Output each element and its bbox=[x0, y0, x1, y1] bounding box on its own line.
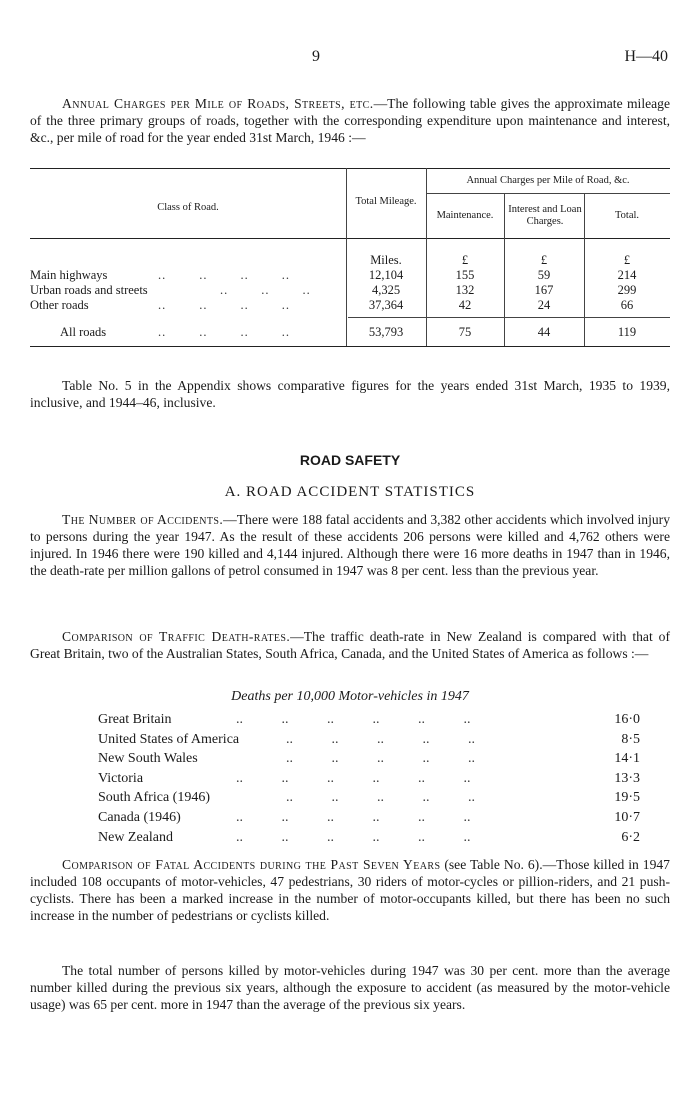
paragraph-body: —The traffic death-rate in New Zealand is compared with that of Great Britain, two of the Australian States, South Africa, Canada, and the United States of America as follows :— bbox=[30, 629, 670, 661]
total-killed-paragraph: The total number of persons killed by motor-vehicles during 1947 was 30 per cent. more than the average number killed during the previous six years, although the exposure to accident (as measured by the motor-vehicle usage) was 65 per cent. more in 1947 than the average of the previous six years. bbox=[30, 963, 670, 1012]
paragraph-body: —The following table gives the approximate mileage of the three primary groups of roads, together with the corresponding expenditure upon maintenance and interest, &c., per mile of road for the year ended 31st March, 1946 :— bbox=[30, 96, 670, 145]
paragraph-lead: Annual Charges per Mile of Roads, Streets, etc. bbox=[62, 96, 374, 111]
interest-value: 167 bbox=[534, 283, 554, 297]
death-rate-value: 8·5 bbox=[621, 731, 640, 747]
row-label: Urban roads and streets bbox=[30, 283, 148, 297]
country-name: New Zealand bbox=[98, 829, 174, 845]
row-label: Other roads bbox=[30, 298, 89, 312]
list-item bbox=[98, 712, 640, 732]
country-name: South Africa (1946) bbox=[98, 790, 210, 806]
mileage-value: 12,104 bbox=[368, 268, 404, 282]
section-title: ROAD SAFETY bbox=[299, 452, 401, 468]
paragraph-body: —There were 188 fatal accidents and 3,382 other accidents which involved injury to persons during the year 1947. As the result of these accidents 206 persons were killed and 4,762 others were injured. In 1946 there were 190 killed and 4,144 injured. Although there were 16 more deaths in 1947 than in 1946, the death-rate per million gallons of petrol consumed in 1947 was 8 per cent. less than the previous year. bbox=[30, 512, 670, 578]
maintenance-value: 42 bbox=[458, 298, 472, 312]
annual-charges-paragraph bbox=[30, 95, 670, 146]
header-total: Total. bbox=[614, 210, 640, 221]
maintenance-value: 132 bbox=[455, 283, 475, 297]
leader-dots: .. .. .. .. bbox=[158, 298, 290, 312]
interest-value: 59 bbox=[537, 268, 551, 282]
death-rate-value: 6·2 bbox=[621, 829, 640, 845]
total-row-rule bbox=[348, 317, 670, 318]
document-reference: H—40 bbox=[624, 48, 668, 65]
annual-charges-table bbox=[30, 168, 670, 360]
interest-value: 24 bbox=[537, 298, 551, 312]
header-class-of-road: Class of Road. bbox=[157, 202, 219, 213]
total-row-label: All roads bbox=[60, 325, 107, 339]
document-page bbox=[30, 0, 670, 1119]
total-value: 66 bbox=[620, 298, 634, 312]
leader-dots: .. .. .. .. .. .. bbox=[236, 809, 471, 825]
paragraph-body: (see Table No. 6).—Those killed in 1947 included 108 occupants of motor-vehicles, 47 pedestrians, 30 riders of motor-cycles or pillion-riders, and 21 push-cyclists. There has been a marked increase in the number of motor-occupants killed, but there has been no such increase in the number of pedestrians or cyclists killed. bbox=[30, 857, 670, 923]
leader-dots: .. .. .. .. .. bbox=[286, 731, 475, 747]
leader-dots: .. .. .. .. .. .. bbox=[236, 770, 471, 786]
country-name: Victoria bbox=[98, 770, 144, 786]
death-rate-value: 13·3 bbox=[614, 770, 640, 786]
death-rate-value: 16·0 bbox=[614, 712, 640, 727]
number-of-accidents-paragraph bbox=[30, 511, 670, 579]
country-name: New South Wales bbox=[98, 751, 198, 767]
leader-dots: .. .. .. .. bbox=[158, 268, 290, 282]
leader-dots: .. .. .. .. .. bbox=[286, 790, 475, 806]
table-bottom-rule bbox=[30, 346, 670, 347]
header-interest: Interest and Loan Charges. bbox=[508, 204, 582, 227]
death-rate-comparison-paragraph bbox=[30, 628, 670, 662]
death-rate-list bbox=[98, 712, 640, 849]
table-top-rule bbox=[30, 168, 670, 169]
subsection-title: A. ROAD ACCIDENT STATISTICS bbox=[224, 484, 476, 500]
table-note-paragraph: Table No. 5 in the Appendix shows comparative figures for the years ended 31st March, 1935 to 1939, inclusive, and 1944–46, inclusive. bbox=[30, 378, 670, 410]
leader-dots: .. .. .. .. .. bbox=[286, 751, 475, 767]
leader-dots: .. .. .. .. bbox=[158, 325, 290, 339]
unit-pound: £ bbox=[461, 253, 469, 267]
list-item bbox=[98, 830, 640, 850]
list-item bbox=[98, 732, 640, 752]
total-value: 119 bbox=[617, 325, 637, 339]
total-value: 299 bbox=[617, 283, 637, 297]
header-annual-charges: Annual Charges per Mile of Road, &c. bbox=[466, 175, 630, 186]
leader-dots: .. .. .. .. .. .. bbox=[236, 829, 471, 845]
unit-pound: £ bbox=[540, 253, 548, 267]
leader-dots: .. .. .. .. .. .. bbox=[236, 712, 471, 727]
death-rate-value: 14·1 bbox=[614, 751, 640, 767]
page-number: 9 bbox=[312, 48, 320, 65]
interest-value: 44 bbox=[537, 325, 551, 339]
list-item bbox=[98, 751, 640, 771]
total-value: 214 bbox=[617, 268, 637, 282]
unit-pound: £ bbox=[623, 253, 631, 267]
mileage-value: 4,325 bbox=[371, 283, 401, 297]
list-item bbox=[98, 790, 640, 810]
group-header-rule bbox=[426, 193, 670, 194]
list-item bbox=[98, 810, 640, 830]
paragraph-lead: Comparison of Traffic Death-rates. bbox=[62, 629, 291, 644]
header-maintenance: Maintenance. bbox=[436, 210, 494, 221]
unit-miles: Miles. bbox=[370, 253, 402, 267]
death-rate-list-title: Deaths per 10,000 Motor-vehicles in 1947 bbox=[231, 689, 469, 704]
mileage-value: 53,793 bbox=[368, 325, 404, 339]
country-name: United States of America bbox=[98, 731, 240, 747]
paragraph-lead: The Number of Accidents. bbox=[62, 512, 224, 527]
header-total-mileage: Total Mileage. bbox=[355, 196, 417, 207]
list-item bbox=[98, 771, 640, 791]
row-label: Main highways bbox=[30, 268, 108, 282]
country-name: Canada (1946) bbox=[98, 809, 181, 825]
maintenance-value: 155 bbox=[455, 268, 475, 282]
paragraph-lead: Comparison of Fatal Accidents during the Past Seven Years bbox=[62, 857, 441, 872]
leader-dots: .. .. .. bbox=[220, 283, 311, 297]
fatal-accidents-paragraph bbox=[30, 856, 670, 924]
death-rate-value: 19·5 bbox=[614, 790, 640, 806]
maintenance-value: 75 bbox=[458, 325, 472, 339]
country-name: Great Britain bbox=[98, 712, 172, 727]
death-rate-value: 10·7 bbox=[614, 809, 640, 825]
mileage-value: 37,364 bbox=[368, 298, 404, 312]
table-header-rule bbox=[30, 238, 670, 239]
